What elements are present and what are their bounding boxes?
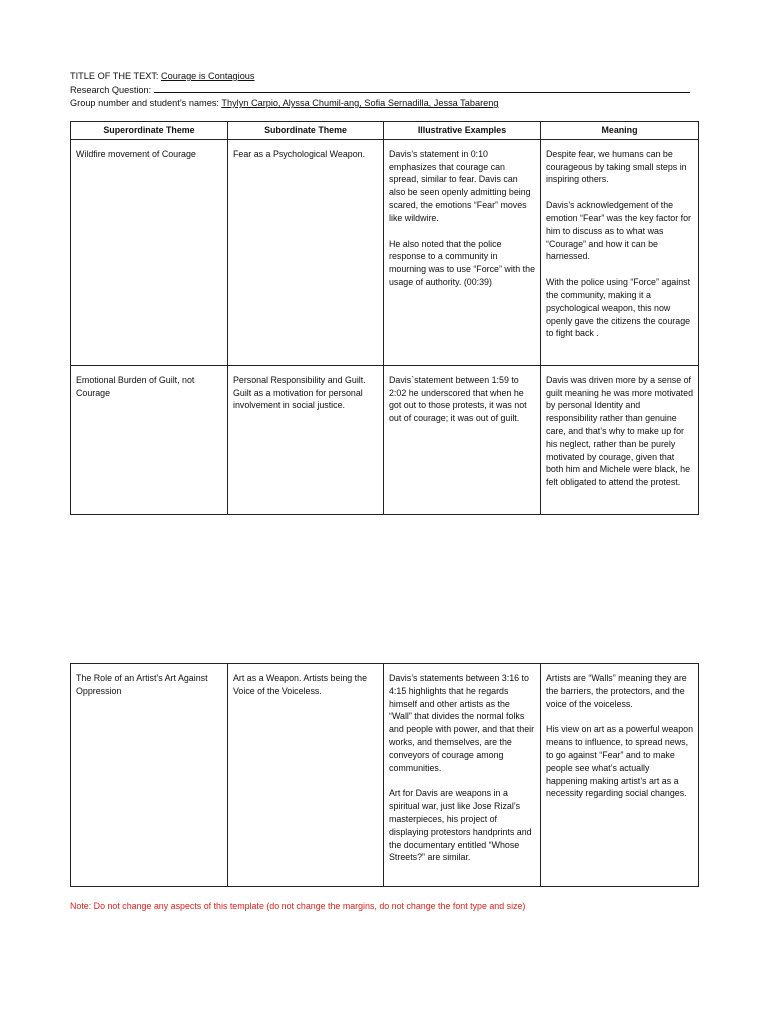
theme-table-page-top	[70, 121, 699, 515]
research-question-line	[70, 83, 700, 97]
research-question-label: Research Question:	[70, 85, 154, 95]
cell-paragraph: Art for Davis are weapons in a spiritual war, just like Jose Rizal’s masterpieces, his project of displaying protestors handprints and the documentary entitled “Whose Streets?” are similar.	[389, 788, 532, 863]
cell-paragraph: He also noted that the police response to a community in mourning was to use “Force” with the usage of authority. (00:39)	[389, 238, 536, 287]
cell-paragraph: His view on art as a powerful weapon means to influence, to spread news, to go against “Fear” and to make people see what’s actually happening making artist’s art as a necessity regarding social changes.	[546, 724, 694, 799]
cell-paragraph: Davis’s statements between 3:16 to 4:15 highlights that he regards himself and other artists as the “Wall” that divides the normal folks and people with power, and that their works, and themselves, are the conveyors of courage among communities.	[389, 673, 535, 773]
cell-text: Fear as a Psychological Weapon.	[233, 148, 366, 159]
cell-superordinate	[71, 664, 228, 887]
cell-text: Personal Responsibility and Guilt. Guilt as a motivation for personal involvement in social justice.	[233, 374, 366, 411]
table-row	[71, 664, 699, 887]
table-row	[71, 139, 699, 365]
col-header-meaning: Meaning	[541, 122, 699, 140]
cell-meaning	[541, 139, 699, 365]
cell-paragraph: Artists are “Walls” meaning they are the barriers, the protectors, and the voice of the voiceless.	[546, 673, 687, 709]
cell-subordinate	[228, 139, 384, 365]
cell-paragraph: Davis’s statement in 0:10 emphasizes that courage can spread, similar to fear. Davis can also be seen openly admitting being scared, the emotions “Fear” moves like wildwire.	[389, 148, 531, 223]
cell-meaning	[541, 365, 699, 514]
research-question-blank	[154, 83, 690, 93]
table-row	[71, 365, 699, 514]
cell-examples	[384, 664, 541, 887]
col-header-subordinate: Subordinate Theme	[228, 122, 384, 140]
cell-meaning	[541, 664, 699, 887]
cell-paragraph: Davis was driven more by a sense of guilt meaning he was more motivated by personal Identity and responsibility rather than genuine care, and that’s why to make up for his neglect, rather than be purely motivated by courage, given that both him and Michele were black, he felt obligated to attend the protest.	[546, 374, 694, 488]
cell-text: Art as a Weapon. Artists being the Voice of the Voiceless.	[233, 673, 368, 696]
cell-paragraph: Davis`statement between 1:59 to 2:02 he underscored that when he got out to those protests, it was not out of courage; it was out of guilt.	[389, 374, 527, 424]
cell-examples	[384, 365, 541, 514]
cell-paragraph: Davis’s acknowledgement of the emotion “Fear” was the key factor for him to discuss as to what was “Courage” and how it can be harnessed.	[546, 200, 692, 262]
cell-paragraph: With the police using “Force” against the community, making it a psychological weapon, this now openly gave the citizens the courage to fight back .	[546, 277, 691, 339]
title-line	[70, 70, 700, 83]
col-header-superordinate: Superordinate Theme	[71, 122, 228, 140]
cell-text: The Role of an Artist’s Art Against Oppression	[76, 673, 208, 696]
cell-text: Wildfire movement of Courage	[76, 148, 196, 159]
theme-table-continued	[70, 663, 699, 887]
cell-subordinate	[228, 365, 384, 514]
cell-paragraph: Despite fear, we humans can be courageous by taking small steps in inspiring others.	[546, 148, 687, 185]
cell-examples	[384, 139, 541, 365]
title-value: Courage is Contagious	[161, 71, 255, 81]
col-header-examples: Illustrative Examples	[384, 122, 541, 140]
title-label: TITLE OF THE TEXT:	[70, 71, 162, 81]
table-header-row	[71, 122, 699, 140]
template-note: Note: Do not change any aspects of this template (do not change the margins, do not change the font type and size)	[70, 901, 526, 911]
cell-superordinate	[71, 365, 228, 514]
group-line	[70, 97, 700, 110]
cell-subordinate	[228, 664, 384, 887]
cell-superordinate	[71, 139, 228, 365]
group-names: Thylyn Carpio, Alyssa Chumil-ang, Sofia Sernadilla, Jessa Tabareng	[221, 98, 499, 108]
group-label: Group number and student’s names:	[70, 98, 222, 108]
document-header	[70, 70, 700, 110]
cell-text: Emotional Burden of Guilt, not Courage	[76, 374, 195, 398]
